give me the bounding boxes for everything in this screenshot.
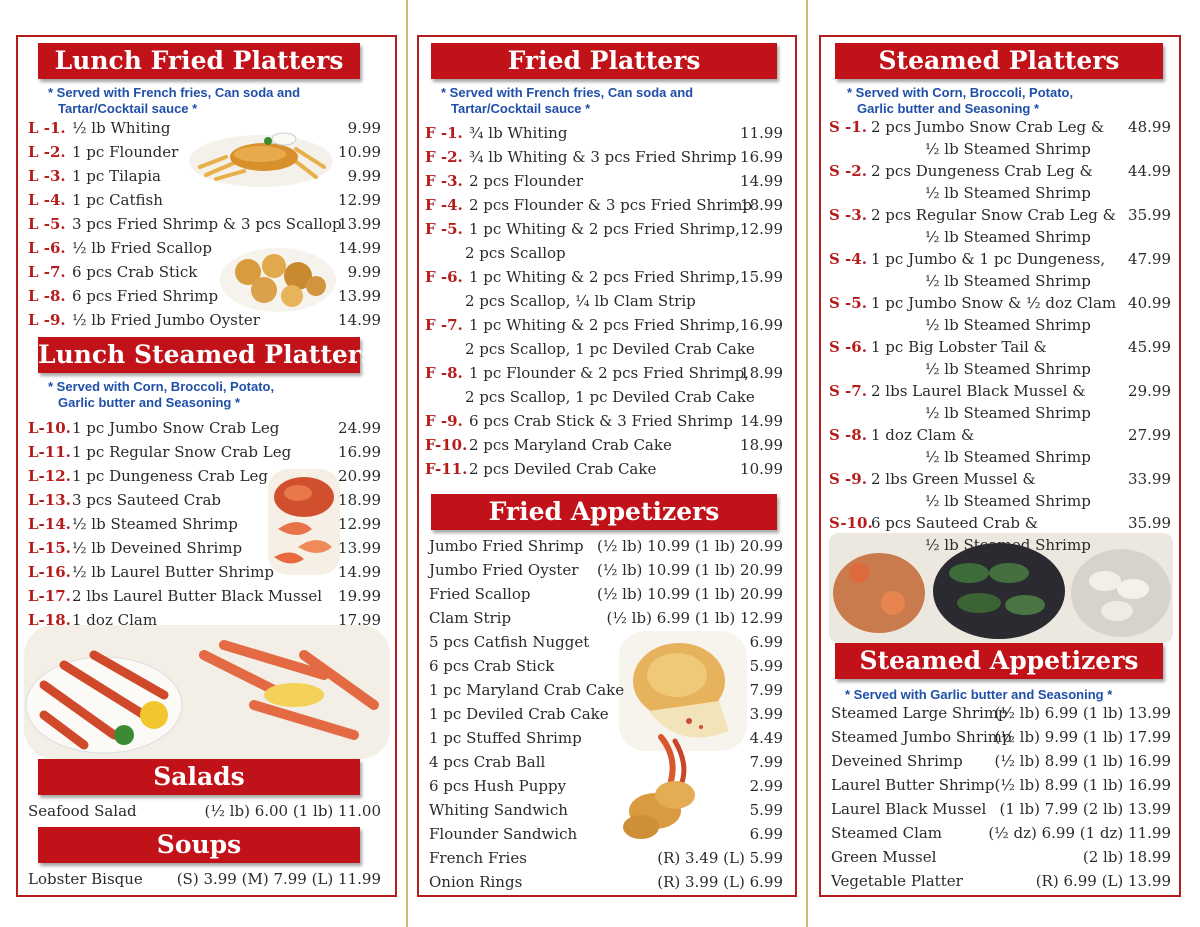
appetizer-4-pcs-crab-ball: 4 pcs Crab Ball 7.99 xyxy=(429,753,783,771)
steamed-appetizers-note: * Served with Garlic butter and Seasoning * xyxy=(845,687,1113,702)
menu-item-l-14: L-14. ½ lb Steamed Shrimp 12.99 xyxy=(28,515,381,533)
menu-item-s-3-continued: ½ lb Steamed Shrimp xyxy=(925,228,1091,246)
gold-divider-left xyxy=(406,0,408,927)
appetizer-5-pcs-catfish-nugget: 5 pcs Catfish Nugget 6.99 xyxy=(429,633,783,651)
appetizer-1-pc-deviled-crab-cake: 1 pc Deviled Crab Cake 3.99 xyxy=(429,705,783,723)
appetizer-steamed-large-shrimp: Steamed Large Shrimp (½ lb) 6.99 (1 lb) 13.99 xyxy=(831,704,1171,722)
menu-item-s-4: S -4. 1 pc Jumbo & 1 pc Dungeness, 47.99 xyxy=(829,250,1171,268)
menu-item-l-5: L -5. 3 pcs Fried Shrimp & 3 pcs Scallop 13.99 xyxy=(28,215,381,233)
crab-legs-photo xyxy=(24,625,390,759)
menu-item-l-1: L -1. ½ lb Whiting 9.99 xyxy=(28,119,381,137)
appetizer-laurel-butter-shrimp: Laurel Butter Shrimp (½ lb) 8.99 (1 lb) 16.99 xyxy=(831,776,1171,794)
appetizer-steamed-jumbo-shrimp: Steamed Jumbo Shrimp (½ lb) 9.99 (1 lb) 17.99 xyxy=(831,728,1171,746)
appetizer-1-pc-stuffed-shrimp: 1 pc Stuffed Shrimp 4.49 xyxy=(429,729,783,747)
menu-item-f-7-continued: 2 pcs Scallop, 1 pc Deviled Crab Cake xyxy=(465,340,755,358)
menu-item-s-9-continued: ½ lb Steamed Shrimp xyxy=(925,492,1091,510)
panel-steamed xyxy=(819,35,1181,897)
fried-platters-note: * Served with French fries, Can soda and Tartar/Cocktail sauce * xyxy=(441,85,694,116)
fried-appetizers-banner: Fried Appetizers xyxy=(431,494,777,530)
menu-item-f-1: F -1. ¾ lb Whiting 11.99 xyxy=(425,124,783,142)
menu-item-l-18: L-18. 1 doz Clam 17.99 xyxy=(28,611,381,629)
appetizer-green-mussel: Green Mussel (2 lb) 18.99 xyxy=(831,848,1171,866)
steamed-appetizers-banner: Steamed Appetizers xyxy=(835,643,1163,679)
fried-platters-banner: Fried Platters xyxy=(431,43,777,79)
menu-item-f-4: F -4. 2 pcs Flounder & 3 pcs Fried Shrimp 18.99 xyxy=(425,196,783,214)
soups-banner: Soups xyxy=(38,827,360,863)
menu-item-l-7: L -7. 6 pcs Crab Stick 9.99 xyxy=(28,263,381,281)
appetizer-jumbo-fried-shrimp: Jumbo Fried Shrimp (½ lb) 10.99 (1 lb) 20.99 xyxy=(429,537,783,555)
menu-item-s-4-continued: ½ lb Steamed Shrimp xyxy=(925,272,1091,290)
menu-item-l-8: L -8. 6 pcs Fried Shrimp 13.99 xyxy=(28,287,381,305)
menu-item-f-3: F -3. 2 pcs Flounder 14.99 xyxy=(425,172,783,190)
steamed-platters-note: * Served with Corn, Broccoli, Potato, Garlic butter and Seasoning * xyxy=(847,85,1074,116)
appetizer-onion-rings: Onion Rings (R) 3.99 (L) 6.99 xyxy=(429,873,783,891)
seafood-salad-row: Seafood Salad (½ lb) 6.00 (1 lb) 11.00 xyxy=(28,802,381,820)
menu-item-s-2-continued: ½ lb Steamed Shrimp xyxy=(925,184,1091,202)
menu-item-l-12: L-12. 1 pc Dungeness Crab Leg 20.99 xyxy=(28,467,381,485)
appetizer-clam-strip: Clam Strip (½ lb) 6.99 (1 lb) 12.99 xyxy=(429,609,783,627)
lunch-fried-note: * Served with French fries, Can soda and Tartar/Cocktail sauce * xyxy=(48,85,301,116)
menu-item-l-9: L -9. ½ lb Fried Jumbo Oyster 14.99 xyxy=(28,311,381,329)
menu-item-f-10: F-10. 2 pcs Maryland Crab Cake 18.99 xyxy=(425,436,783,454)
salads-banner: Salads xyxy=(38,759,360,795)
gold-divider-right xyxy=(806,0,808,927)
appetizer-deveined-shrimp: Deveined Shrimp (½ lb) 8.99 (1 lb) 16.99 xyxy=(831,752,1171,770)
menu-item-s-5: S -5. 1 pc Jumbo Snow & ½ doz Clam 40.99 xyxy=(829,294,1171,312)
menu-item-s-6: S -6. 1 pc Big Lobster Tail & 45.99 xyxy=(829,338,1171,356)
lobster-bisque-row: Lobster Bisque (S) 3.99 (M) 7.99 (L) 11.99 xyxy=(28,870,381,888)
menu-item-l-15: L-15. ½ lb Deveined Shrimp 13.99 xyxy=(28,539,381,557)
appetizer-fried-scallop: Fried Scallop (½ lb) 10.99 (1 lb) 20.99 xyxy=(429,585,783,603)
menu-item-l-3: L -3. 1 pc Tilapia 9.99 xyxy=(28,167,381,185)
menu-item-f-6: F -6. 1 pc Whiting & 2 pcs Fried Shrimp, 15.99 xyxy=(425,268,783,286)
menu-item-f-5-continued: 2 pcs Scallop xyxy=(465,244,566,262)
menu-item-l-16: L-16. ½ lb Laurel Butter Shrimp 14.99 xyxy=(28,563,381,581)
menu-item-l-11: L-11. 1 pc Regular Snow Crab Leg 16.99 xyxy=(28,443,381,461)
appetizer-laurel-black-mussel: Laurel Black Mussel (1 lb) 7.99 (2 lb) 13.99 xyxy=(831,800,1171,818)
menu-item-l-6: L -6. ½ lb Fried Scallop 14.99 xyxy=(28,239,381,257)
menu-item-s-8: S -8. 1 doz Clam & 27.99 xyxy=(829,426,1171,444)
appetizer-6-pcs-crab-stick: 6 pcs Crab Stick 5.99 xyxy=(429,657,783,675)
appetizer-whiting-sandwich: Whiting Sandwich 5.99 xyxy=(429,801,783,819)
appetizer-6-pcs-hush-puppy: 6 pcs Hush Puppy 2.99 xyxy=(429,777,783,795)
menu-item-l-13: L-13. 3 pcs Sauteed Crab 18.99 xyxy=(28,491,381,509)
appetizer-french-fries: French Fries (R) 3.49 (L) 5.99 xyxy=(429,849,783,867)
menu-item-s-3: S -3. 2 pcs Regular Snow Crab Leg & 35.99 xyxy=(829,206,1171,224)
menu-item-s-10: S-10. 6 pcs Sauteed Crab & 35.99 xyxy=(829,514,1171,532)
menu-item-f-9: F -9. 6 pcs Crab Stick & 3 Fried Shrimp 14.99 xyxy=(425,412,783,430)
appetizer-steamed-clam: Steamed Clam (½ dz) 6.99 (1 dz) 11.99 xyxy=(831,824,1171,842)
menu-item-s-5-continued: ½ lb Steamed Shrimp xyxy=(925,316,1091,334)
lunch-steamed-banner: Lunch Steamed Platters xyxy=(38,337,360,373)
menu-item-f-8: F -8. 1 pc Flounder & 2 pcs Fried Shrimp, 18.99 xyxy=(425,364,783,382)
menu-item-s-1: S -1. 2 pcs Jumbo Snow Crab Leg & 48.99 xyxy=(829,118,1171,136)
menu-item-s-10-continued: ½ lb Steamed Shrimp xyxy=(925,536,1091,554)
menu-item-f-8-continued: 2 pcs Scallop, 1 pc Deviled Crab Cake xyxy=(465,388,755,406)
menu-item-f-6-continued: 2 pcs Scallop, ¼ lb Clam Strip xyxy=(465,292,696,310)
appetizer-flounder-sandwich: Flounder Sandwich 6.99 xyxy=(429,825,783,843)
menu-item-l-4: L -4. 1 pc Catfish 12.99 xyxy=(28,191,381,209)
menu-item-s-8-continued: ½ lb Steamed Shrimp xyxy=(925,448,1091,466)
menu-item-s-2: S -2. 2 pcs Dungeness Crab Leg & 44.99 xyxy=(829,162,1171,180)
panel-fried xyxy=(417,35,797,897)
menu-item-s-7: S -7. 2 lbs Laurel Black Mussel & 29.99 xyxy=(829,382,1171,400)
menu-item-s-9: S -9. 2 lbs Green Mussel & 33.99 xyxy=(829,470,1171,488)
menu-item-f-5: F -5. 1 pc Whiting & 2 pcs Fried Shrimp, 12.99 xyxy=(425,220,783,238)
menu-item-s-7-continued: ½ lb Steamed Shrimp xyxy=(925,404,1091,422)
menu-item-l-17: L-17. 2 lbs Laurel Butter Black Mussel 19.99 xyxy=(28,587,381,605)
appetizer-1-pc-maryland-crab-cake: 1 pc Maryland Crab Cake 7.99 xyxy=(429,681,783,699)
lunch-steamed-note: * Served with Corn, Broccoli, Potato, Garlic butter and Seasoning * xyxy=(48,379,275,410)
menu-item-s-6-continued: ½ lb Steamed Shrimp xyxy=(925,360,1091,378)
panel-lunch xyxy=(16,35,397,897)
appetizer-vegetable-platter: Vegetable Platter (R) 6.99 (L) 13.99 xyxy=(831,872,1171,890)
menu-item-f-2: F -2. ¾ lb Whiting & 3 pcs Fried Shrimp 16.99 xyxy=(425,148,783,166)
steamed-platters-banner: Steamed Platters xyxy=(835,43,1163,79)
menu-item-f-11: F-11. 2 pcs Deviled Crab Cake 10.99 xyxy=(425,460,783,478)
crab-legs-icon xyxy=(24,625,390,759)
menu-item-s-1-continued: ½ lb Steamed Shrimp xyxy=(925,140,1091,158)
menu-item-l-10: L-10. 1 pc Jumbo Snow Crab Leg 24.99 xyxy=(28,419,381,437)
lunch-fried-banner: Lunch Fried Platters xyxy=(38,43,360,79)
appetizer-jumbo-fried-oyster: Jumbo Fried Oyster (½ lb) 10.99 (1 lb) 20.99 xyxy=(429,561,783,579)
menu-item-f-7: F -7. 1 pc Whiting & 2 pcs Fried Shrimp, 16.99 xyxy=(425,316,783,334)
menu-item-l-2: L -2. 1 pc Flounder 10.99 xyxy=(28,143,381,161)
